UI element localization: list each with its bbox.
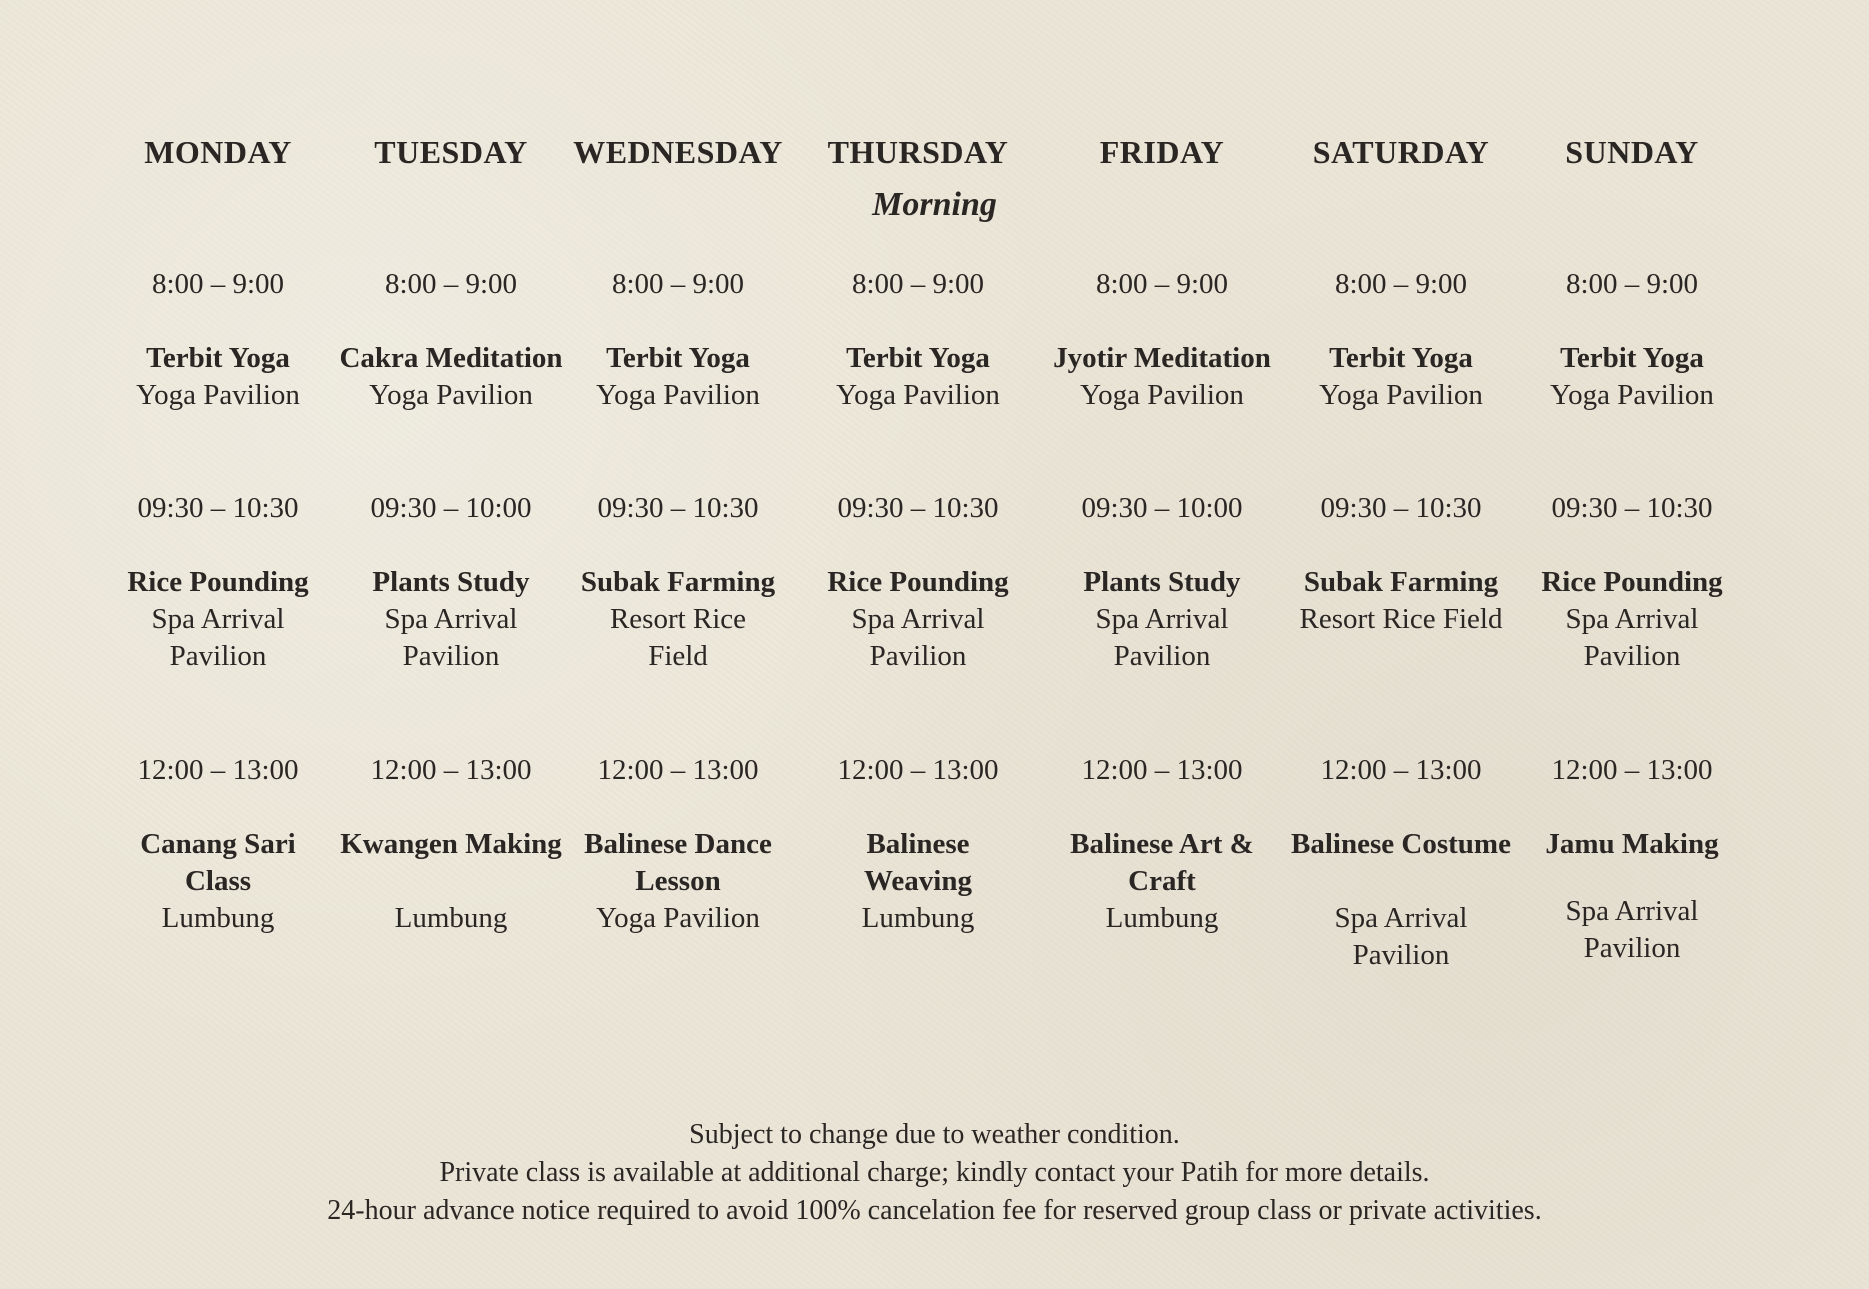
- schedule-slot: [1514, 752, 1750, 967]
- day-column-wednesday: [560, 0, 796, 1000]
- slot-time: 09:30 – 10:30: [137, 492, 299, 524]
- slot-activity: Subak Farming: [580, 566, 776, 598]
- slot-time: 09:30 – 10:30: [1551, 492, 1713, 524]
- slot-location: Lumbung: [161, 902, 275, 934]
- slot-location: Yoga Pavilion: [136, 379, 300, 411]
- schedule-slot: [100, 752, 336, 937]
- slot-activity: Rice Pounding: [127, 566, 309, 598]
- slot-activity: Terbit Yoga: [1329, 342, 1473, 374]
- schedule-slot: [333, 490, 569, 675]
- slot-activity: Jyotir Meditation: [1053, 342, 1271, 374]
- slot-location: Yoga Pavilion: [369, 379, 533, 411]
- slot-activity: Plants Study: [372, 566, 530, 598]
- slot-location: Spa Arrival Pavilion: [1095, 603, 1229, 672]
- day-column-tuesday: [333, 0, 569, 1000]
- slot-time: 12:00 – 13:00: [137, 754, 299, 786]
- day-column-friday: [1044, 0, 1280, 1000]
- slot-location: Yoga Pavilion: [596, 902, 760, 934]
- day-column-sunday: [1514, 0, 1750, 1000]
- day-header: FRIDAY: [1099, 134, 1225, 170]
- slot-location: Yoga Pavilion: [596, 379, 760, 411]
- slot-time: 8:00 – 9:00: [611, 268, 745, 300]
- slot-location: Lumbung: [861, 902, 975, 934]
- day-header: SATURDAY: [1312, 134, 1490, 170]
- slot-time: 8:00 – 9:00: [1334, 268, 1468, 300]
- schedule-slot: [1044, 752, 1280, 937]
- slot-time: 09:30 – 10:30: [837, 492, 999, 524]
- slot-time: 12:00 – 13:00: [837, 754, 999, 786]
- footer-line-cancellation: 24-hour advance notice required to avoid 100% cancelation fee for reserved group class or private activities.: [327, 1195, 1542, 1226]
- schedule-slot: [560, 752, 796, 937]
- schedule-slot: [800, 266, 1036, 414]
- slot-time: 12:00 – 13:00: [1320, 754, 1482, 786]
- slot-time: 8:00 – 9:00: [851, 268, 985, 300]
- slot-location: Yoga Pavilion: [1319, 379, 1483, 411]
- slot-time: 09:30 – 10:30: [597, 492, 759, 524]
- schedule-slot: [800, 752, 1036, 937]
- schedule-slot: [333, 752, 569, 937]
- slot-activity: Canang Sari Class: [140, 828, 296, 897]
- slot-time: 12:00 – 13:00: [370, 754, 532, 786]
- slot-activity: Terbit Yoga: [146, 342, 290, 374]
- day-column-thursday: [800, 0, 1036, 1000]
- slot-location: Spa Arrival Pavilion: [1565, 895, 1699, 964]
- day-header: THURSDAY: [827, 134, 1009, 170]
- footer-line-weather: Subject to change due to weather condition.: [689, 1119, 1180, 1150]
- slot-time: 8:00 – 9:00: [384, 268, 518, 300]
- slot-activity: Plants Study: [1083, 566, 1241, 598]
- slot-activity: Balinese Costume: [1291, 828, 1511, 860]
- slot-location: Resort Rice Field: [1299, 603, 1503, 635]
- slot-location: Spa Arrival Pavilion: [851, 603, 985, 672]
- schedule-slot: [560, 266, 796, 414]
- slot-activity: Balinese Art & Craft: [1070, 828, 1254, 897]
- slot-activity: Cakra Meditation: [339, 342, 563, 374]
- slot-time: 12:00 – 13:00: [1551, 754, 1713, 786]
- slot-activity: Balinese Dance Lesson: [584, 828, 772, 897]
- schedule-slot: [1283, 266, 1519, 414]
- schedule-slot: [1044, 490, 1280, 675]
- slot-activity: Kwangen Making: [340, 828, 562, 860]
- day-header: MONDAY: [144, 134, 292, 170]
- slot-location: Spa Arrival Pavilion: [384, 603, 518, 672]
- day-column-monday: [100, 0, 336, 1000]
- slot-location: Lumbung: [1105, 902, 1219, 934]
- slot-time: 8:00 – 9:00: [151, 268, 285, 300]
- slot-activity: Rice Pounding: [1541, 566, 1723, 598]
- slot-activity: Subak Farming: [1303, 566, 1499, 598]
- slot-time: 12:00 – 13:00: [1081, 754, 1243, 786]
- slot-time: 8:00 – 9:00: [1565, 268, 1699, 300]
- slot-location: Resort Rice Field: [609, 603, 747, 672]
- slot-time: 09:30 – 10:30: [1320, 492, 1482, 524]
- slot-location: Spa Arrival Pavilion: [1334, 902, 1468, 971]
- slot-time: 8:00 – 9:00: [1095, 268, 1229, 300]
- day-header: SUNDAY: [1565, 134, 1699, 170]
- slot-time: 09:30 – 10:00: [370, 492, 532, 524]
- slot-location: Yoga Pavilion: [836, 379, 1000, 411]
- schedule-slot: [1044, 266, 1280, 414]
- slot-activity: Terbit Yoga: [1560, 342, 1704, 374]
- period-label: Morning: [872, 186, 997, 223]
- slot-activity: Rice Pounding: [827, 566, 1009, 598]
- day-header: WEDNESDAY: [573, 134, 783, 170]
- slot-location: Lumbung: [394, 902, 508, 934]
- slot-activity: Terbit Yoga: [606, 342, 750, 374]
- schedule-slot: [1283, 752, 1519, 974]
- day-column-saturday: [1283, 0, 1519, 1000]
- slot-time: 09:30 – 10:00: [1081, 492, 1243, 524]
- footer-notes: [0, 1116, 1869, 1230]
- slot-time: 12:00 – 13:00: [597, 754, 759, 786]
- slot-activity: Terbit Yoga: [846, 342, 990, 374]
- slot-location: Yoga Pavilion: [1080, 379, 1244, 411]
- schedule-slot: [100, 490, 336, 675]
- slot-location: Spa Arrival Pavilion: [151, 603, 285, 672]
- schedule-slot: [333, 266, 569, 414]
- schedule-slot: [100, 266, 336, 414]
- schedule-slot: [1514, 490, 1750, 675]
- slot-activity: Jamu Making: [1545, 828, 1719, 860]
- day-header: TUESDAY: [374, 134, 528, 170]
- footer-line-private-class: Private class is available at additional charge; kindly contact your Patih for more details.: [439, 1157, 1430, 1188]
- schedule-slot: [1283, 490, 1519, 638]
- slot-location: Yoga Pavilion: [1550, 379, 1714, 411]
- schedule-slot: [800, 490, 1036, 675]
- slot-activity: Balinese Weaving: [864, 828, 972, 897]
- slot-location: Spa Arrival Pavilion: [1565, 603, 1699, 672]
- schedule-slot: [560, 490, 796, 675]
- schedule-slot: [1514, 266, 1750, 414]
